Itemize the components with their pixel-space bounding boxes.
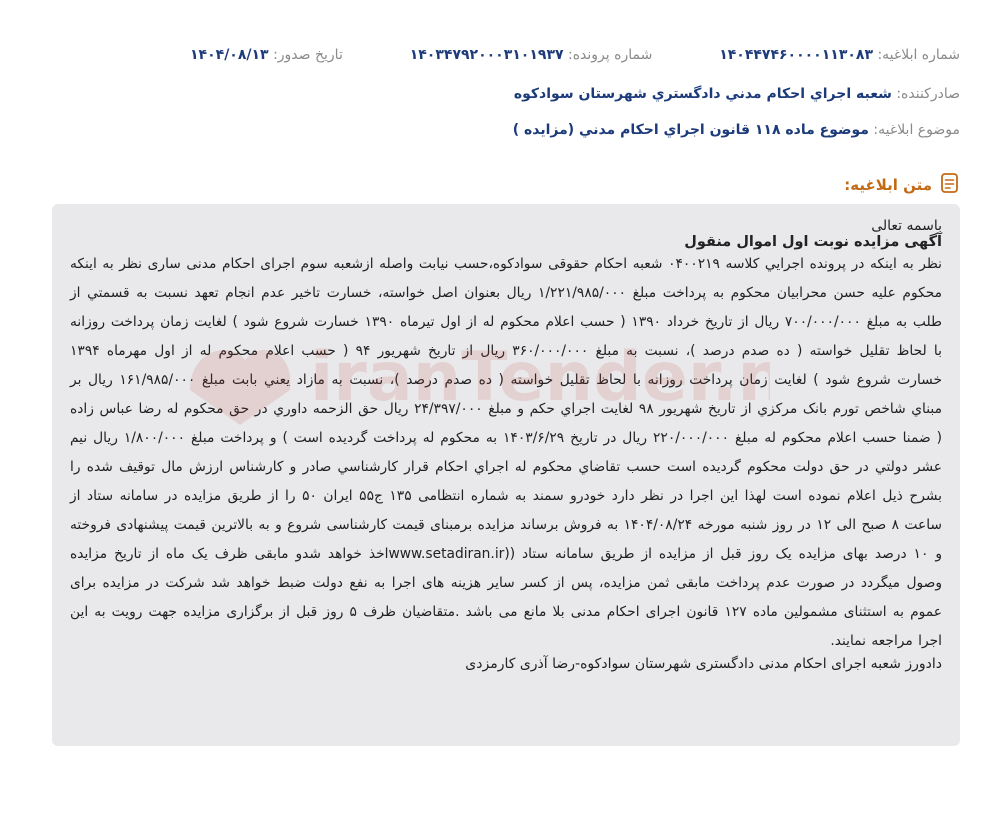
- meta-row-numbers: [190, 47, 960, 63]
- notice-signature: دادورز شعبه اجرای احکام مدنی دادگستری شهرستان سوادکوه-رضا آذری کارمزدی: [465, 656, 942, 672]
- issuer: شعبه اجراي احکام مدني دادگستري شهرستان سوادکوه: [513, 86, 892, 102]
- notice-number-group: [719, 47, 960, 63]
- notice-number-label: شماره ابلاغیه:: [877, 47, 960, 63]
- meta-row-issuer: [514, 86, 960, 102]
- meta-row-subject: [513, 122, 960, 138]
- issue-date: ۱۴۰۴/۰۸/۱۳: [190, 47, 269, 63]
- subject: موضوع ماده ۱۱۸ قانون اجراي احکام مدني (مزایده ): [512, 122, 869, 138]
- subject-label: موضوع ابلاغیه:: [873, 122, 960, 138]
- notice-content-box: [52, 204, 960, 746]
- notice-text-title: متن ابلاغیه:: [844, 176, 932, 194]
- document-icon: [940, 172, 960, 198]
- case-number-group: [410, 47, 653, 63]
- notice-text-heading: [844, 172, 960, 198]
- case-number: ۱۴۰۳۴۷۹۲۰۰۰۳۱۰۱۹۳۷: [409, 47, 564, 63]
- case-number-label: شماره پرونده:: [567, 47, 653, 63]
- issue-date-group: [190, 47, 343, 63]
- notice-body: نظر به اینکه در پرونده اجرايي کلاسه ۰۴۰۰۲۱۹ شعبه احکام حقوقی سوادکوه،حسب نیابت واصله ازشعبه سوم اجرای احکام مدنی ساری نظر به اینکه محکوم علیه حسن محرابیان محکوم به پرداخت مبلغ ۱/۲۲۱/۹۸۵/۰۰۰ ریال بعنوان اصل خواسته، خسارت تاخیر عدم انجام تعهد نسبت به قسمتي از طلب به مبلغ ۷۰۰/۰۰۰/۰۰۰ ریال از تاریخ خرداد ۱۳۹۰ ( حسب اعلام محکوم له از اول تیرماه ۱۳۹۰ خسارت شروع شود ) لغایت زمان پرداخت روزانه با لحاظ تقلیل خواسته ( ده صدم درصد )، نسبت به مبلغ ۳۶۰/۰۰۰/۰۰۰ ریال از تاریخ شهریور ۹۴ ( حسب اعلام محکوم له از اول مهرماه ۱۳۹۴ خسارت شروع شود ) لغایت زمان پرداخت روزانه با لحاظ تقلیل خواسته ( ده صدم درصد )، نسبت به مازاد یعني بابت مبلغ ۱۶۱/۹۸۵/۰۰۰ ریال بر مبناي شاخص تورم بانک مرکزي از تاریخ شهریور ۹۸ لغایت اجراي حکم و مبلغ ۲۴/۳۹۷/۰۰۰ ریال حق الزحمه داوري در حق محکوم له رضا عباس زاده ( ضمنا حسب اعلام محکوم له مبلغ ۲۲۰/۰۰۰/۰۰۰ ریال در تاریخ ۱۴۰۳/۶/۲۹ به محکوم له پرداخت گردیده است ) و پرداخت مبلغ ۱/۸۰۰/۰۰۰ ریال نیم عشر دولتي در حق دولت محکوم گردیده است حسب تقاضاي محکوم له اجراي احکام قرار کارشناسي صادر و کارشناس ارزش مال توقیف شده را بشرح ذیل اعلام نموده است لهذا این اجرا در نظر دارد خودرو سمند به شماره انتظامی ۱۳۵ ج۵۵ ایران ۵۰ را از طریق مزایده در سامانه ستاد از ساعت ۸ صبح الی ۱۲ در روز شنبه مورخه ۱۴۰۴/۰۸/۲۴ به فروش برساند مزایده برمبنای قیمت کارشناسی شروع و به بالاترین قیمت پیشنهادی فروخته و ۱۰ درصد بهای مزایده یک روز قبل از مزایده از طریق سامانه ستاد ((www.setadiran.irاخذ خواهد شدو مابقی ظرف یک ماه از تاریخ مزایده وصول میگردد در صورت عدم پرداخت مابقی ثمن مزایده، پس از کسر سایر هزینه های اجرا به نفع دولت ضبط خواهد شد شرکت در مزایده برای عموم به استثنای مشمولین ماده ۱۲۷ قانون اجرای احکام مدنی بلا مانع می باشد .متقاضیان ظرف ۵ روز قبل از برگزاری مزایده جهت رویت به این اجرا مراجعه نمایند.: [70, 256, 943, 649]
- notice-number: ۱۴۰۴۴۷۴۶۰۰۰۰۱۱۳۰۸۳: [719, 47, 873, 63]
- notice-title: آگهی مزایده نوبت اول اموال منقول: [684, 234, 942, 250]
- notice-greeting: باسمه تعالی: [871, 218, 942, 234]
- issue-date-label: تاریخ صدور:: [273, 47, 343, 63]
- issuer-label: صادرکننده:: [896, 86, 960, 102]
